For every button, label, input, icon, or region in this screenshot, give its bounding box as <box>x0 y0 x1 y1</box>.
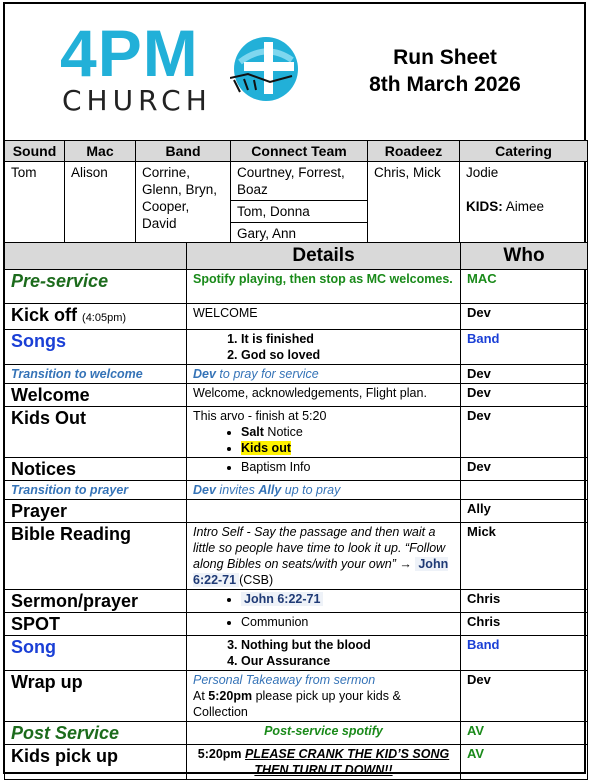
team-header-roadeez: Roadeez <box>368 141 460 162</box>
section-transition-prayer: Transition to prayer <box>5 481 187 500</box>
team-header-row <box>5 141 588 162</box>
tp-dev: Dev <box>193 483 216 497</box>
who-song: Band <box>461 636 588 671</box>
kidsout-bullet-1 <box>241 424 454 440</box>
run-table <box>4 242 588 780</box>
row-songs <box>5 330 588 365</box>
section-bible: Bible Reading <box>5 523 187 590</box>
tp-rest: up to pray <box>284 483 341 497</box>
section-notices: Notices <box>5 458 187 481</box>
kickoff-label: Kick off <box>11 305 78 325</box>
section-kickoff <box>5 304 187 330</box>
team-kids <box>466 198 581 215</box>
section-transition-welcome: Transition to welcome <box>5 365 187 384</box>
song-list <box>193 637 454 669</box>
team-sound: Tom <box>5 162 65 245</box>
logo-4pm-text: 4PM <box>60 16 199 90</box>
section-song: Song <box>5 636 187 671</box>
row-song <box>5 636 588 671</box>
who-pickup: AV <box>461 745 588 780</box>
wrapup-time: 5:20pm <box>208 689 253 703</box>
details-songs <box>187 330 461 365</box>
details-wrapup <box>187 671 461 722</box>
details-notices <box>187 458 461 481</box>
tp-ally: Ally <box>258 483 282 497</box>
who-notices: Dev <box>461 458 588 481</box>
row-spot <box>5 613 588 636</box>
who-wrapup: Dev <box>461 671 588 722</box>
team-connect-3: Gary, Ann <box>231 223 368 245</box>
logo-cross-circle-icon <box>230 32 302 106</box>
row-transition-prayer <box>5 481 588 500</box>
section-kidsout: Kids Out <box>5 407 187 458</box>
kidsout-note: This arvo - finish at 5:20 <box>193 409 327 423</box>
details-transition-welcome <box>187 365 461 384</box>
details-kidsout <box>187 407 461 458</box>
team-connect-2: Tom, Donna <box>231 201 368 223</box>
wrapup-at: At <box>193 689 205 703</box>
wrapup-rest: please pick up your kids & Collection <box>193 689 401 719</box>
who-transition-prayer <box>461 481 588 500</box>
kickoff-time: (4:05pm) <box>82 312 127 324</box>
team-header-connect: Connect Team <box>231 141 368 162</box>
church-logo <box>60 16 320 122</box>
team-roadeez: Chris, Mick <box>368 162 460 245</box>
team-catering-cell <box>460 162 588 245</box>
wrapup-line2 <box>193 688 454 720</box>
row-notices <box>5 458 588 481</box>
who-preservice: MAC <box>461 270 588 304</box>
bible-instructions: Intro Self - Say the passage and then wait a little so people have time to look it up. “Follow along Bibles on seats/with your own” → <box>193 525 446 571</box>
title-date: 8th March 2026 <box>369 73 521 96</box>
team-header-catering: Catering <box>460 141 588 162</box>
row-wrapup <box>5 671 588 722</box>
section-preservice: Pre-service <box>5 270 187 304</box>
sermon-ref: John 6:22-71 <box>241 592 323 606</box>
kidsout-salt: Salt <box>241 425 264 439</box>
team-header-sound: Sound <box>5 141 65 162</box>
row-prayer <box>5 500 588 523</box>
details-kickoff: WELCOME <box>187 304 461 330</box>
who-songs: Band <box>461 330 588 365</box>
kids-label: KIDS: <box>466 199 503 214</box>
who-welcome: Dev <box>461 384 588 407</box>
details-sermon <box>187 590 461 613</box>
spot-bullet: • Communion <box>241 614 454 630</box>
row-post <box>5 722 588 745</box>
run-header-details: Details <box>187 243 461 270</box>
row-kidsout <box>5 407 588 458</box>
row-kickoff <box>5 304 588 330</box>
section-welcome: Welcome <box>5 384 187 407</box>
wrapup-line1: Personal Takeaway from sermon <box>193 673 376 687</box>
details-song <box>187 636 461 671</box>
row-preservice <box>5 270 588 304</box>
details-pickup <box>187 745 461 780</box>
run-header-blank <box>5 243 187 270</box>
section-spot: SPOT <box>5 613 187 636</box>
pickup-time: 5:20pm <box>197 747 242 761</box>
team-header-mac: Mac <box>65 141 136 162</box>
row-sermon <box>5 590 588 613</box>
kidsout-notice: Notice <box>267 425 303 439</box>
section-songs: Songs <box>5 330 187 365</box>
team-catering: Jodie <box>466 165 499 180</box>
song2-item-2: 4. Our Assurance <box>241 653 454 669</box>
section-sermon: Sermon/prayer <box>5 590 187 613</box>
row-transition-welcome <box>5 365 588 384</box>
kids-value: Aimee <box>505 199 545 214</box>
bible-ref: John 6:22-71 <box>193 557 449 587</box>
song2-item-1: 3. Nothing but the blood <box>241 637 454 653</box>
details-transition-prayer <box>187 481 461 500</box>
section-pickup: Kids pick up <box>5 745 187 780</box>
team-connect-1: Courtney, Forrest, Boaz <box>231 162 368 201</box>
team-mac: Alison <box>65 162 136 245</box>
notices-bullet: • Baptism Info <box>241 459 454 475</box>
who-sermon: Chris <box>461 590 588 613</box>
row-pickup <box>5 745 588 780</box>
song-item-2: 2. God so loved <box>241 347 454 363</box>
team-header-band: Band <box>136 141 231 162</box>
details-prayer <box>187 500 461 523</box>
team-row-1 <box>5 162 588 201</box>
tw-name: Dev <box>193 367 216 381</box>
who-bible: Mick <box>461 523 588 590</box>
who-transition-welcome: Dev <box>461 365 588 384</box>
details-welcome: Welcome, acknowledgements, Flight plan. <box>187 384 461 407</box>
pickup-note: PLEASE CRANK THE KID’S SONG THEN TURN IT DOWN!! <box>245 747 450 777</box>
run-header-row <box>5 243 588 270</box>
logo-church-text: CHURCH <box>62 84 212 117</box>
section-prayer: Prayer <box>5 500 187 523</box>
title-run-sheet: Run Sheet <box>393 46 497 69</box>
sermon-bullet <box>241 591 454 607</box>
details-preservice: Spotify playing, then stop as MC welcomes. <box>187 270 461 304</box>
row-bible <box>5 523 588 590</box>
bible-version: (CSB) <box>239 573 274 587</box>
who-post: AV <box>461 722 588 745</box>
sheet-title <box>350 44 540 98</box>
who-spot: Chris <box>461 613 588 636</box>
who-kidsout: Dev <box>461 407 588 458</box>
details-bible <box>187 523 461 590</box>
tw-rest: to pray for service <box>219 367 319 381</box>
section-wrapup: Wrap up <box>5 671 187 722</box>
song-item-1: 1. It is finished <box>241 331 454 347</box>
team-table <box>4 140 588 245</box>
details-spot <box>187 613 461 636</box>
who-kickoff: Dev <box>461 304 588 330</box>
team-band: Corrine, Glenn, Bryn, Cooper, David <box>136 162 231 245</box>
kidsout-highlight: Kids out <box>241 441 291 455</box>
section-post: Post Service <box>5 722 187 745</box>
who-prayer: Ally <box>461 500 588 523</box>
run-header-who: Who <box>461 243 588 270</box>
details-post: Post-service spotify <box>187 722 461 745</box>
row-welcome <box>5 384 588 407</box>
tp-invites: invites <box>219 483 255 497</box>
kidsout-bullet-2 <box>241 440 454 456</box>
